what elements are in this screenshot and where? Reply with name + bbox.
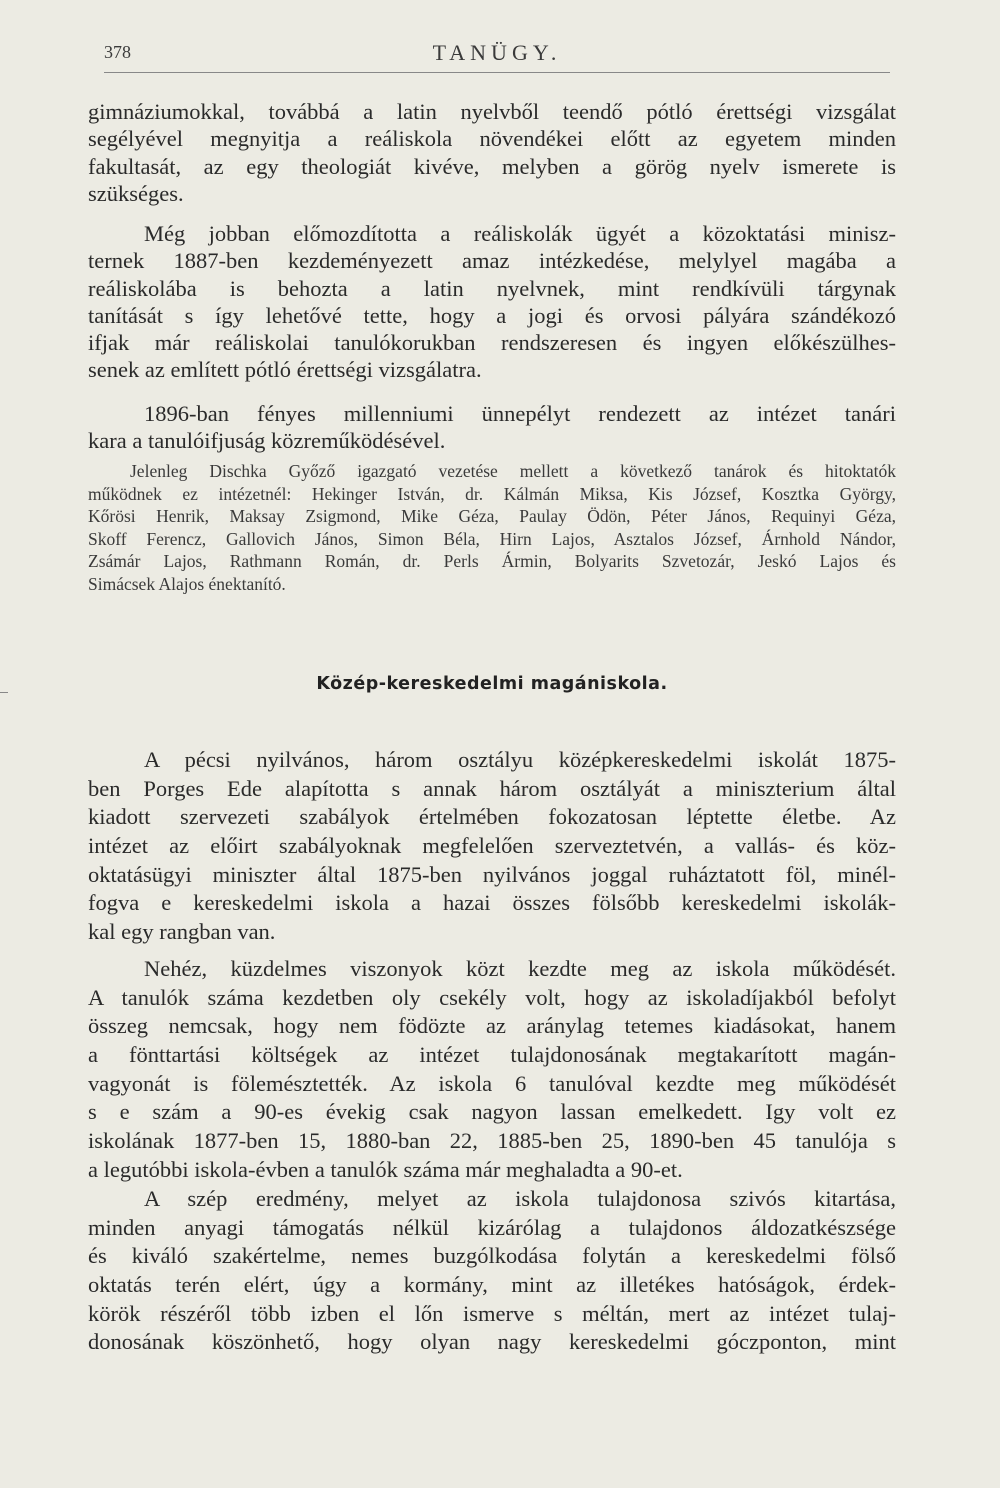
text-line: s e szám a 90-es évekig csak nagyon lassan emelkedett. Igy volt ez — [88, 1099, 896, 1125]
staff-note — [88, 460, 896, 596]
text-line: összeg nemcsak, hogy nem födözte az aránylag tetemes kiadásokat, hanem — [88, 1013, 896, 1039]
text-line: tanítását s így lehetővé tette, hogy a jogi és orvosi pályára szándékozó — [88, 302, 896, 328]
paragraph-5 — [88, 955, 896, 1185]
text-line: fakultasát, az egy theologiát kivéve, melyben a görög nyelv ismerete is — [88, 153, 896, 179]
text-line: segélyével megnyitja a reáliskola növendékei előtt az egyetem minden — [88, 126, 896, 152]
text-line: Nehéz, küzdelmes viszonyok közt kezdte meg az iskola működését. — [144, 956, 896, 981]
page-header — [104, 38, 890, 74]
text-line: működnek ez intézetnél: Hekinger István, dr. Kálmán Miksa, Kis József, Kosztka György, — [88, 483, 896, 504]
text-line: Kőrösi Henrik, Maksay Zsigmond, Mike Géza, Paulay Ödön, Péter János, Requinyi Géza, — [88, 506, 896, 527]
text-line: minden anyagi támogatás nélkül kizárólag a tulajdonos áldozatkészsége — [88, 1214, 896, 1240]
paragraph-2 — [88, 220, 896, 384]
text-line: iskolának 1877-ben 15, 1880-ban 22, 1885-ben 25, 1890-ben 45 tanulója s — [88, 1128, 896, 1154]
paragraph-6 — [88, 1185, 896, 1357]
text-line: senek az említett pótló érettségi vizsgálatra. — [88, 357, 482, 383]
paragraph-3 — [88, 400, 896, 455]
text-line: donosának köszönhető, hogy olyan nagy kereskedelmi góczponton, mint — [88, 1329, 896, 1355]
text-line: vagyonát is fölemésztették. Az iskola 6 tanulóval kezdte meg működését — [88, 1070, 896, 1096]
text-line: oktatásügyi miniszter által 1875-ben nyilvános joggal ruháztatott föl, minél- — [88, 861, 896, 887]
text-line: Még jobban előmozdította a reáliskolák ügyét a közoktatási minisz- — [144, 221, 896, 246]
page-number: 378 — [104, 42, 131, 62]
text-line: szükséges. — [88, 180, 184, 206]
text-line: reáliskolába is behozta a latin nyelvnek, mint rendkívüli tárgynak — [88, 275, 896, 301]
text-line: intézet az előirt szabályoknak megfelelően szerveztetvén, a vallás- és köz- — [88, 833, 896, 859]
section-heading: Közép-kereskedelmi magániskola. — [316, 674, 668, 694]
text-line: fogva e kereskedelmi iskola a hazai összes fölsőbb kereskedelmi iskolák- — [88, 890, 896, 916]
margin-mark — [0, 692, 8, 693]
text-line: A tanulók száma kezdetben oly csekély volt, hogy az iskoladíjakból befolyt — [88, 984, 896, 1010]
running-title: TANÜGY. — [432, 40, 562, 65]
paragraph-1 — [88, 98, 896, 207]
text-line: kal egy rangban van. — [88, 919, 276, 945]
text-line: a legutóbbi iskola-évben a tanulók száma már meghaladta a 90-et. — [88, 1156, 683, 1182]
text-line: Skoff Ferencz, Gallovich János, Simon Béla, Hirn Lajos, Asztalos József, Árnhold Nándor, — [88, 528, 896, 549]
text-line: kara a tanulóifjuság közreműködésével. — [88, 428, 446, 454]
text-line: Jelenleg Dischka Győző igazgató vezetése mellett a következő tanárok és hitoktatók — [130, 461, 896, 481]
text-line: és kiváló szakértelme, nemes buzgólkodása folytán a kereskedelmi fölső — [88, 1243, 896, 1269]
text-line: ben Porges Ede alapította s annak három osztályát a miniszterium által — [88, 775, 896, 801]
text-line: A pécsi nyilvános, három osztályu középkereskedelmi iskolát 1875- — [144, 747, 896, 772]
text-line: Simácsek Alajos énektanító. — [88, 573, 286, 594]
text-line: oktatás terén elért, úgy a kormány, mint az illetékes hatóságok, érdek- — [88, 1272, 896, 1298]
text-line: kiadott szervezeti szabályok értelmében fokozatosan léptette életbe. Az — [88, 804, 896, 830]
text-line: 1896-ban fényes millenniumi ünnepélyt rendezett az intézet tanári — [144, 401, 896, 426]
text-line: Zsámár Lajos, Rathmann Román, dr. Perls Ármin, Bolyarits Szvetozár, Jeskó Lajos és — [88, 551, 896, 572]
text-line: A szép eredmény, melyet az iskola tulajdonosa szivós kitartása, — [144, 1186, 896, 1211]
text-line: gimnáziumokkal, továbbá a latin nyelvből teendő pótló érettségi vizsgálat — [88, 99, 896, 124]
paragraph-4 — [88, 746, 896, 947]
text-line: ternek 1887-ben kezdeményezett amaz intézkedése, melylyel magába a — [88, 248, 896, 274]
text-line: körök részéről több izben el lőn ismerve s méltán, mert az intézet tulaj- — [88, 1300, 896, 1326]
header-rule — [104, 72, 890, 73]
text-line: ifjak már reáliskolai tanulókorukban rendszeresen és ingyen előkészülhes- — [88, 330, 896, 356]
text-line: a fönttartási költségek az intézet tulajdonosának megtakarított magán- — [88, 1042, 896, 1068]
